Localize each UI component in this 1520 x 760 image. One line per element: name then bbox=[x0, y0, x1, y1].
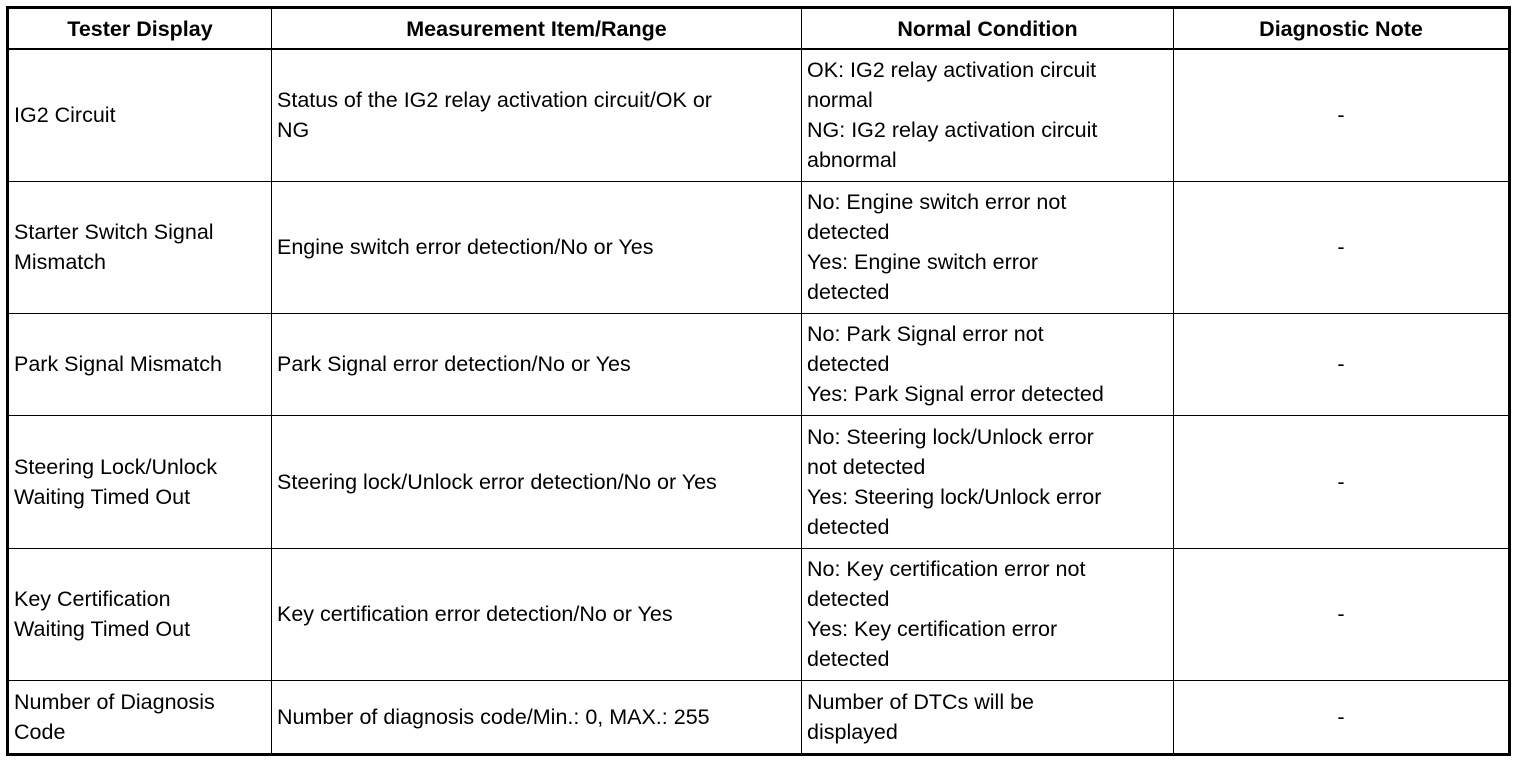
diagnostic-note-cell: - bbox=[1174, 49, 1510, 181]
diagnostic-note-cell: - bbox=[1174, 313, 1510, 415]
cell-line: detected bbox=[807, 352, 890, 376]
cell-line: abnormal bbox=[807, 148, 897, 173]
tester-display-cell bbox=[8, 313, 272, 415]
header-normal-condition: Normal Condition bbox=[802, 8, 1174, 50]
cell-line: normal bbox=[807, 88, 873, 113]
table-row bbox=[8, 313, 1510, 415]
cell-line: No: Park Signal error not bbox=[807, 322, 1044, 346]
cell-line: Yes: Park Signal error detected bbox=[807, 382, 1104, 406]
diagnostic-note-cell: - bbox=[1174, 181, 1510, 313]
cell-line: Mismatch bbox=[14, 250, 106, 274]
cell-line: Park Signal Mismatch bbox=[14, 352, 222, 376]
header-row bbox=[8, 8, 1510, 50]
tester-display-cell bbox=[8, 680, 272, 754]
header-diagnostic-note: Diagnostic Note bbox=[1174, 8, 1510, 50]
cell-line: detected bbox=[807, 647, 890, 671]
cell-line: No: Key certification error not bbox=[807, 557, 1086, 581]
tester-display-cell bbox=[8, 415, 272, 548]
cell-line: Key certification error detection/No or Yes bbox=[277, 602, 673, 626]
header-measurement-item-range: Measurement Item/Range bbox=[272, 8, 802, 50]
table-row bbox=[8, 415, 1510, 548]
normal-condition-cell bbox=[802, 415, 1174, 548]
cell-line: Code bbox=[14, 719, 66, 744]
header-tester-display: Tester Display bbox=[8, 8, 272, 50]
normal-condition-cell bbox=[802, 548, 1174, 680]
cell-line: detected bbox=[807, 514, 890, 539]
measurement-cell bbox=[272, 548, 802, 680]
cell-line: Steering lock/Unlock error detection/No or Yes bbox=[277, 469, 717, 494]
cell-line: not detected bbox=[807, 454, 926, 479]
cell-line: NG bbox=[277, 118, 310, 143]
cell-line: Waiting Timed Out bbox=[14, 617, 191, 641]
cell-line: Yes: Steering lock/Unlock error bbox=[807, 484, 1102, 509]
cell-line: Engine switch error detection/No or Yes bbox=[277, 235, 654, 259]
tester-display-cell bbox=[8, 548, 272, 680]
cell-line: Status of the IG2 relay activation circuit/OK or bbox=[277, 88, 712, 113]
cell-line: Number of DTCs will be bbox=[807, 689, 1034, 714]
cell-line: Park Signal error detection/No or Yes bbox=[277, 352, 631, 376]
cell-line: NG: IG2 relay activation circuit bbox=[807, 118, 1098, 143]
normal-condition-cell bbox=[802, 680, 1174, 754]
diagnostic-note-cell: - bbox=[1174, 415, 1510, 548]
cell-line: No: Engine switch error not bbox=[807, 190, 1067, 214]
data-list-table bbox=[6, 6, 1511, 756]
table-row bbox=[8, 181, 1510, 313]
cell-line: displayed bbox=[807, 719, 898, 744]
diagnostic-note-cell: - bbox=[1174, 680, 1510, 754]
cell-line: Key Certification bbox=[14, 587, 171, 611]
measurement-cell bbox=[272, 49, 802, 181]
cell-line: Number of diagnosis code/Min.: 0, MAX.: 255 bbox=[277, 704, 710, 729]
measurement-cell bbox=[272, 313, 802, 415]
normal-condition-cell bbox=[802, 181, 1174, 313]
cell-line: IG2 Circuit bbox=[14, 103, 116, 128]
cell-line: Number of Diagnosis bbox=[14, 689, 215, 714]
tester-display-cell bbox=[8, 49, 272, 181]
cell-line: Yes: Key certification error bbox=[807, 617, 1058, 641]
table-row bbox=[8, 548, 1510, 680]
measurement-cell bbox=[272, 415, 802, 548]
cell-line: detected bbox=[807, 587, 890, 611]
measurement-cell bbox=[272, 181, 802, 313]
table-row bbox=[8, 680, 1510, 754]
cell-line: detected bbox=[807, 280, 890, 304]
diagnostic-note-cell: - bbox=[1174, 548, 1510, 680]
table-row bbox=[8, 49, 1510, 181]
normal-condition-cell bbox=[802, 49, 1174, 181]
cell-line: Steering Lock/Unlock bbox=[14, 454, 218, 479]
tester-display-cell bbox=[8, 181, 272, 313]
cell-line: Yes: Engine switch error bbox=[807, 250, 1039, 274]
normal-condition-cell bbox=[802, 313, 1174, 415]
cell-line: detected bbox=[807, 220, 890, 244]
cell-line: Starter Switch Signal bbox=[14, 220, 214, 244]
measurement-cell bbox=[272, 680, 802, 754]
cell-line: Waiting Timed Out bbox=[14, 484, 191, 509]
cell-line: No: Steering lock/Unlock error bbox=[807, 424, 1094, 449]
cell-line: OK: IG2 relay activation circuit bbox=[807, 58, 1097, 83]
